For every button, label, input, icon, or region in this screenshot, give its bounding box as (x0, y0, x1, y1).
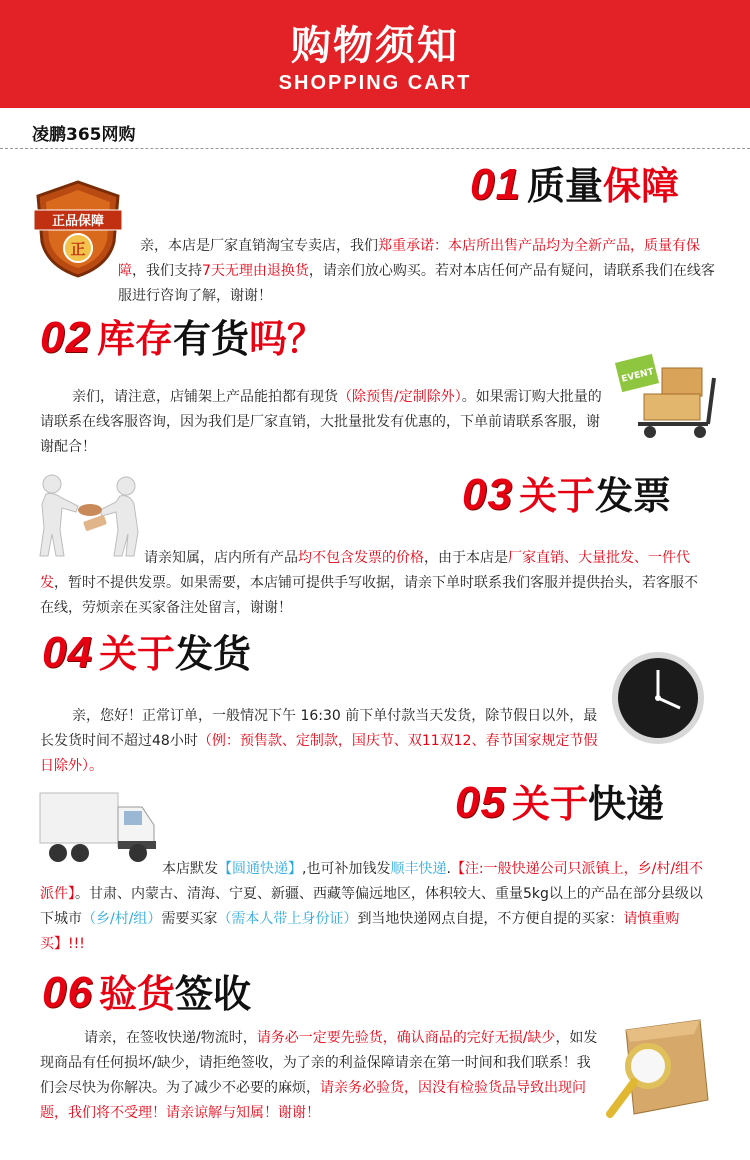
banner-title: 购物须知 (291, 23, 459, 69)
section-03-text: 请亲知属，店内所有产品均不包含发票的价格，由于本店是厂家直销、大量批发、一件代发，暂时不提供发票。如果需要，本店铺可提供手写收据，请亲下单时联系我们客服并提供抬头，若客服不在线，劳烦亲在买家备注处留言，谢谢！ (40, 550, 698, 616)
section-06-text: 请亲，在签收快递/物流时，请务必一定要先验货，确认商品的完好无损/缺少，如发现商品有任何损坏/缺少，请拒绝签收，为了亲的利益保障请亲在第一时间和我们联系！我们会尽快为你解决。为了减少不必要的麻烦，请亲务必验货，因没有检验货品导致出现问题，我们将不受理！请亲谅解与知属！谢谢！ (40, 1030, 598, 1121)
magnifier-box-icon (596, 1010, 714, 1128)
section-02-title-c: 吗？ (248, 319, 325, 361)
section-06-title-a: 验货 (98, 974, 175, 1016)
section-04-title-a: 关于 (98, 634, 175, 676)
section-01-heading (470, 162, 679, 210)
section-06-heading (42, 970, 251, 1018)
badge-text: 正品保障 (51, 214, 105, 229)
section-03-number: 03 (462, 470, 513, 519)
section-05-title-a: 关于 (511, 784, 588, 826)
section-05-number: 05 (455, 778, 506, 827)
section-04-heading (42, 630, 251, 678)
section-05-title-b: 快递 (587, 784, 664, 826)
banner-subtitle: SHOPPING CART (278, 72, 472, 94)
section-01-title-a: 质量 (526, 166, 603, 208)
section-03-title-a: 关于 (518, 476, 595, 518)
section-05-text: 本店默发【圆通快递】,也可补加钱发顺丰快递.【注:一般快递公司只派镇上，乡/村/组不派件】。甘肃、内蒙古、清海、宁夏、新疆、西藏等偏远地区，体积较大、重量5kg以上的产品在部分县级以下城市（乡/村/组）需要买家（需本人带上身份证）到当地快递网点自提，不方便自提的买家：请慎重购买】!!! (40, 861, 704, 952)
section-02-heading (40, 315, 325, 363)
section-02-number: 02 (40, 313, 91, 362)
divider (0, 148, 750, 149)
header-banner (0, 0, 750, 108)
section-01-title-b: 保障 (602, 166, 679, 208)
section-04-text: 亲，您好！正常订单，一般情况下午 16:30 前下单付款当天发货，除节假日以外，最长发货时间不超过48小时（例：预售款、定制款，国庆节、双11双12、春节国家规定节假日除外）。 (40, 708, 598, 774)
section-01-number: 01 (470, 160, 521, 209)
wall-clock-icon (610, 650, 706, 746)
section-03-title-b: 发票 (594, 476, 671, 518)
section-02-text: 亲们，请注意，店铺架上产品能拍都有现货（除预售/定制除外）。如果需订购大批量的请联系在线客服咨询，因为我们是厂家直销，大批量批发有优惠的，下单前请联系客服，谢谢配合！ (40, 389, 602, 455)
section-03-heading (462, 472, 671, 520)
section-04-title-b: 发货 (174, 634, 251, 676)
section-05-heading (455, 780, 664, 828)
genuine-badge-icon (32, 178, 124, 278)
svg-text:EVENT: EVENT (620, 367, 655, 385)
section-02-title-b: 有货 (172, 319, 249, 361)
section-02-title-a: 库存 (96, 319, 173, 361)
section-04-number: 04 (42, 628, 93, 677)
svg-text:正: 正 (70, 240, 86, 258)
section-06-title-b: 签收 (174, 974, 251, 1016)
event-cart-icon (604, 348, 722, 440)
section-06-number: 06 (42, 968, 93, 1017)
section-01-text: 亲，本店是厂家直销淘宝专卖店，我们郑重承诺：本店所出售产品均为全新产品，质量有保障，我们支持7天无理由退换货，请亲们放心购买。若对本店任何产品有疑问，请联系我们在线客服进行咨询了解，谢谢！ (118, 238, 715, 304)
store-name: 凌鹏365网购 (32, 125, 136, 145)
